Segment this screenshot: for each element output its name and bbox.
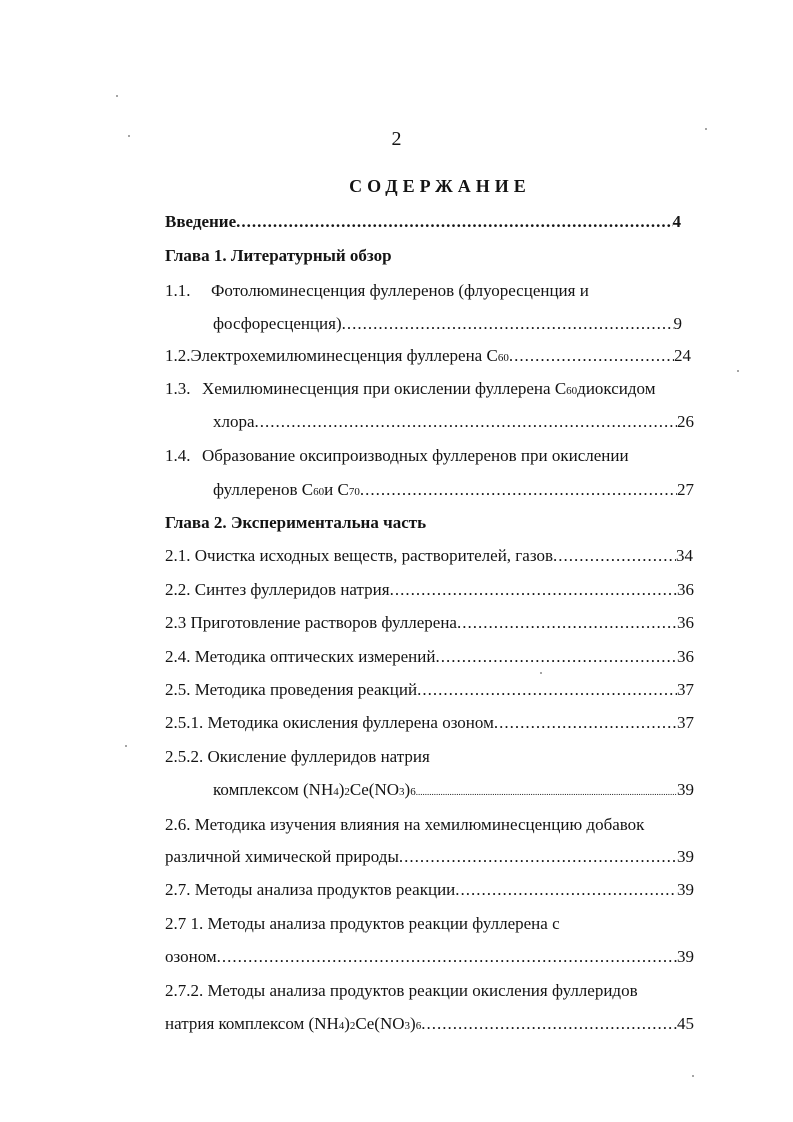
entry-page: 45 [677, 1014, 694, 1033]
scan-speck [692, 1075, 694, 1077]
entry-number: 1.1. [165, 281, 191, 300]
toc-entry-1-1-cont: фосфоресценция) ..... 9 [213, 311, 682, 337]
entry-page: 27 [677, 480, 694, 499]
scan-speck [737, 370, 739, 372]
entry-page: 39 [677, 947, 694, 966]
entry-page: 34 [676, 546, 693, 565]
entry-page: 39 [677, 847, 694, 866]
scan-speck [705, 128, 707, 130]
entry-page: 39 [677, 780, 694, 799]
entry-page: 4 [672, 212, 681, 231]
toc-entry-2-6: 2.6. Методика изучения влияния на хемилюминесценцию добавок [165, 815, 645, 834]
toc-entry-2-5: 2.5. Методика проведения реакций ..... 37 [165, 677, 694, 703]
chapter-2-heading: Глава 2. Экспериментальна часть [165, 513, 427, 532]
scan-speck [125, 745, 127, 747]
toc-entry-2-7: 2.7. Методы анализа продуктов реакции ..... 39 [165, 877, 694, 903]
entry-page: 36 [677, 580, 694, 599]
toc-title: СОДЕРЖАНИЕ [349, 176, 531, 196]
toc-entry-2-7-2-cont: натрия комплексом (NH 4 ) 2 Ce(NO 3 ) 6 ..... 45 [165, 1011, 694, 1037]
toc-entry-1-3-cont: хлора ..... 26 [213, 409, 694, 435]
toc-entry-1-1: 1.1. Фотолюминесценция фуллеренов (флуоресценция и [165, 278, 589, 304]
page-number: 2 [391, 128, 402, 150]
scan-speck [128, 135, 130, 137]
scan-speck [116, 95, 118, 97]
entry-page: 39 [677, 880, 694, 899]
toc-entry-2-1: 2.1. Очистка исходных веществ, растворителей, газов ..... 34 [165, 543, 693, 569]
toc-entry-2-5-2: 2.5.2. Окисление фуллеридов натрия [165, 747, 430, 766]
toc-entry-intro [165, 209, 681, 235]
toc-entry-2-6-cont: различной химической природы ..... 39 [165, 844, 694, 870]
entry-page: 37 [677, 680, 694, 699]
entry-label: Введение [165, 212, 237, 231]
scan-speck [540, 672, 542, 674]
toc-entry-2-7-1: 2.7 1. Методы анализа продуктов реакции фуллерена с [165, 914, 560, 933]
entry-page: 36 [677, 647, 694, 666]
toc-entry-2-5-1: 2.5.1. Методика окисления фуллерена озоном ..... 37 [165, 710, 694, 736]
toc-entry-1-2: 1.2. Электрохемилюминесценция фуллерена C 60 ..... 24 [165, 343, 691, 369]
toc-entry-2-2: 2.2. Синтез фуллеридов натрия ..... 36 [165, 577, 694, 603]
toc-entry-1-3: 1.3. Хемилюминесценция при окислении фуллерена C 60 диоксидом [165, 379, 656, 398]
entry-page: 37 [677, 713, 694, 732]
toc-entry-2-5-2-cont: комплексом (NH 4 ) 2 Ce(NO 3 ) 6 ..... 39 [213, 777, 694, 803]
toc-entry-1-4: 1.4. Образование оксипроизводных фуллеренов при окислении [165, 446, 629, 465]
toc-entry-2-4: 2.4. Методика оптических измерений ..... 36 [165, 644, 694, 670]
toc-entry-2-7-2: 2.7.2. Методы анализа продуктов реакции окисления фуллеридов [165, 981, 638, 1000]
entry-page: 26 [677, 412, 694, 431]
toc-entry-2-3: 2.3 Приготовление растворов фуллерена ..... 36 [165, 610, 694, 636]
entry-page: 24 [674, 346, 691, 365]
entry-page: 9 [673, 314, 682, 333]
chapter-1-heading: Глава 1. Литературный обзор [165, 246, 392, 265]
toc-entry-2-7-1-cont: озоном ..... 39 [165, 944, 694, 970]
toc-entry-1-4-cont: фуллеренов C 60 и C 70 ..... 27 [213, 477, 694, 503]
entry-page: 36 [677, 613, 694, 632]
